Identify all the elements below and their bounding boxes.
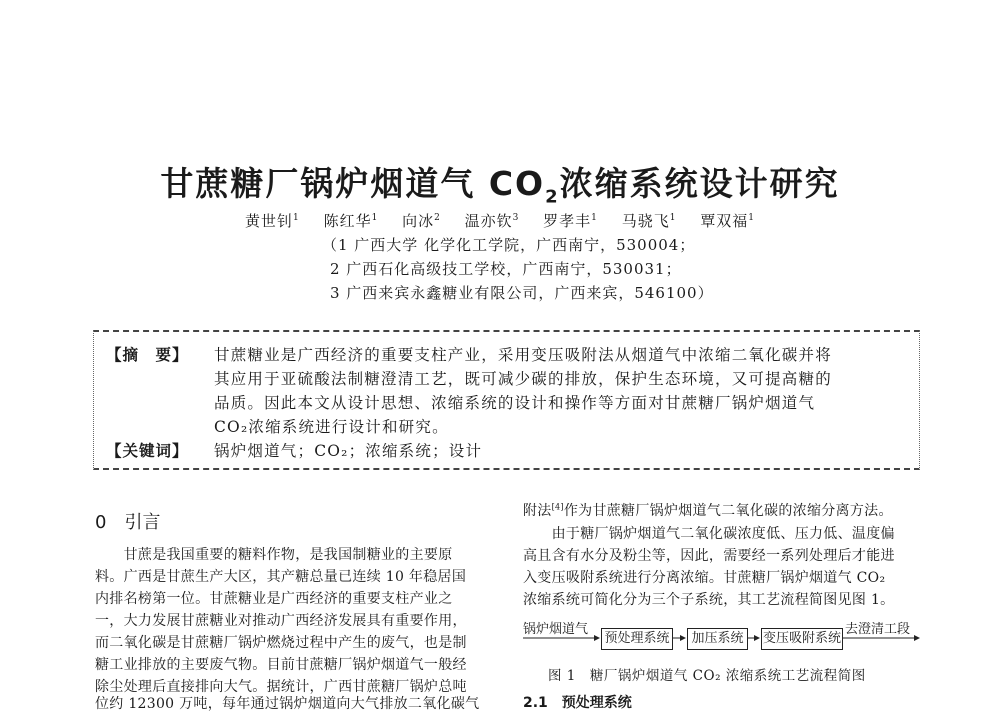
paper-title (0, 158, 1000, 208)
body-line: 由于糖厂锅炉烟道气二氧化碳浓度低、压力低、温度偏 (523, 526, 895, 542)
title-subscript: 2 (545, 186, 560, 208)
title-main: 甘蔗糖厂锅炉烟道气 CO (160, 164, 546, 203)
flow-step-compression: 加压系统 (687, 628, 748, 650)
body-line: 位约 12300 万吨，每年通过锅炉烟道向大气排放二氧化碳气 (95, 696, 480, 712)
body-line: 浓缩系统可简化分为三个子系统，其工艺流程简图见图 1。 (523, 592, 895, 608)
abstract-label: 【摘 要】 (106, 346, 189, 364)
flow-step-pretreatment: 预处理系统 (601, 628, 673, 650)
section-heading: 0 引言 (95, 512, 161, 533)
body-line: 甘蔗是我国重要的糖料作物，是我国制糖业的主要原 (95, 547, 453, 563)
body-line: 糖工业排放的主要废气物。目前甘蔗糖厂锅炉烟道气一般经 (95, 657, 467, 673)
citation-ref: [4] (551, 502, 564, 512)
title-rest: 浓缩系统设计研究 (559, 164, 840, 203)
author: 覃双福$^1$ (700, 212, 755, 230)
author: 罗孝丰$^1$ (543, 212, 598, 230)
affiliation-line: 2 广西石化高级技工学校，广西南宁，530031； (330, 260, 682, 278)
author: 向冰$^2$ (402, 212, 441, 230)
author: 陈红华$^1$ (323, 212, 379, 230)
body-line: 料。广西是甘蔗生产大区，其产糖总量已连续 10 年稳居国 (95, 569, 467, 585)
body-line: 内排名榜第一位。甘蔗糖业是广西经济的重要支柱产业之 (95, 591, 453, 607)
author: 黄世钊$^1$ (245, 212, 300, 230)
flow-input-label: 锅炉烟道气 (523, 622, 589, 637)
body-line: 而二氧化碳是甘蔗糖厂锅炉燃烧过程中产生的废气，也是制 (95, 635, 467, 651)
author: 马骁飞$^1$ (621, 212, 677, 230)
process-flow-diagram (523, 620, 923, 654)
keywords-label: 【关键词】 (106, 442, 189, 460)
body-line: 入变压吸附系统进行分离浓缩。甘蔗糖厂锅炉烟道气 CO₂ (523, 570, 886, 586)
affiliation-line: （1 广西大学 化学化工学院，广西南宁，530004； (322, 236, 696, 254)
keywords-text: 锅炉烟道气；CO₂；浓缩系统；设计 (214, 442, 483, 460)
abstract-line: 其应用于亚硫酸法制糖澄清工艺，既可减少碳的排放，保护生态环境，又可提高糖的 (214, 370, 832, 388)
abstract-line: 品质。因此本文从设计思想、浓缩系统的设计和操作等方面对甘蔗糖厂锅炉烟道气 (214, 394, 816, 412)
body-line: 高且含有水分及粉尘等，因此，需要经一系列处理后才能进 (523, 548, 895, 564)
flow-output-label: 去澄清工段 (845, 622, 911, 637)
affiliation-line: 3 广西来宾永鑫糖业有限公司，广西来宾，546100） (330, 284, 714, 302)
subsection-heading: 2.1 预处理系统 (523, 695, 632, 711)
figure-caption: 图 1 糖厂锅炉烟道气 CO₂ 浓缩系统工艺流程简图 (548, 668, 866, 684)
body-line: 一，大力发展甘蔗糖业对推动广西经济发展具有重要作用， (95, 613, 467, 629)
author: 温亦钦$^3$ (464, 212, 520, 230)
flow-step-psa: 变压吸附系统 (761, 628, 843, 650)
abstract-line: CO₂浓缩系统进行设计和研究。 (214, 418, 449, 436)
abstract-line: 甘蔗糖业是广西经济的重要支柱产业，采用变压吸附法从烟道气中浓缩二氧化碳并将 (214, 346, 832, 364)
author-list (0, 210, 1000, 231)
body-line: 附法[4]作为甘蔗糖厂锅炉烟道气二氧化碳的浓缩分离方法。 (523, 502, 893, 519)
body-line: 除尘处理后直接排向大气。据统计，广西甘蔗糖厂锅炉总吨 (95, 679, 467, 695)
